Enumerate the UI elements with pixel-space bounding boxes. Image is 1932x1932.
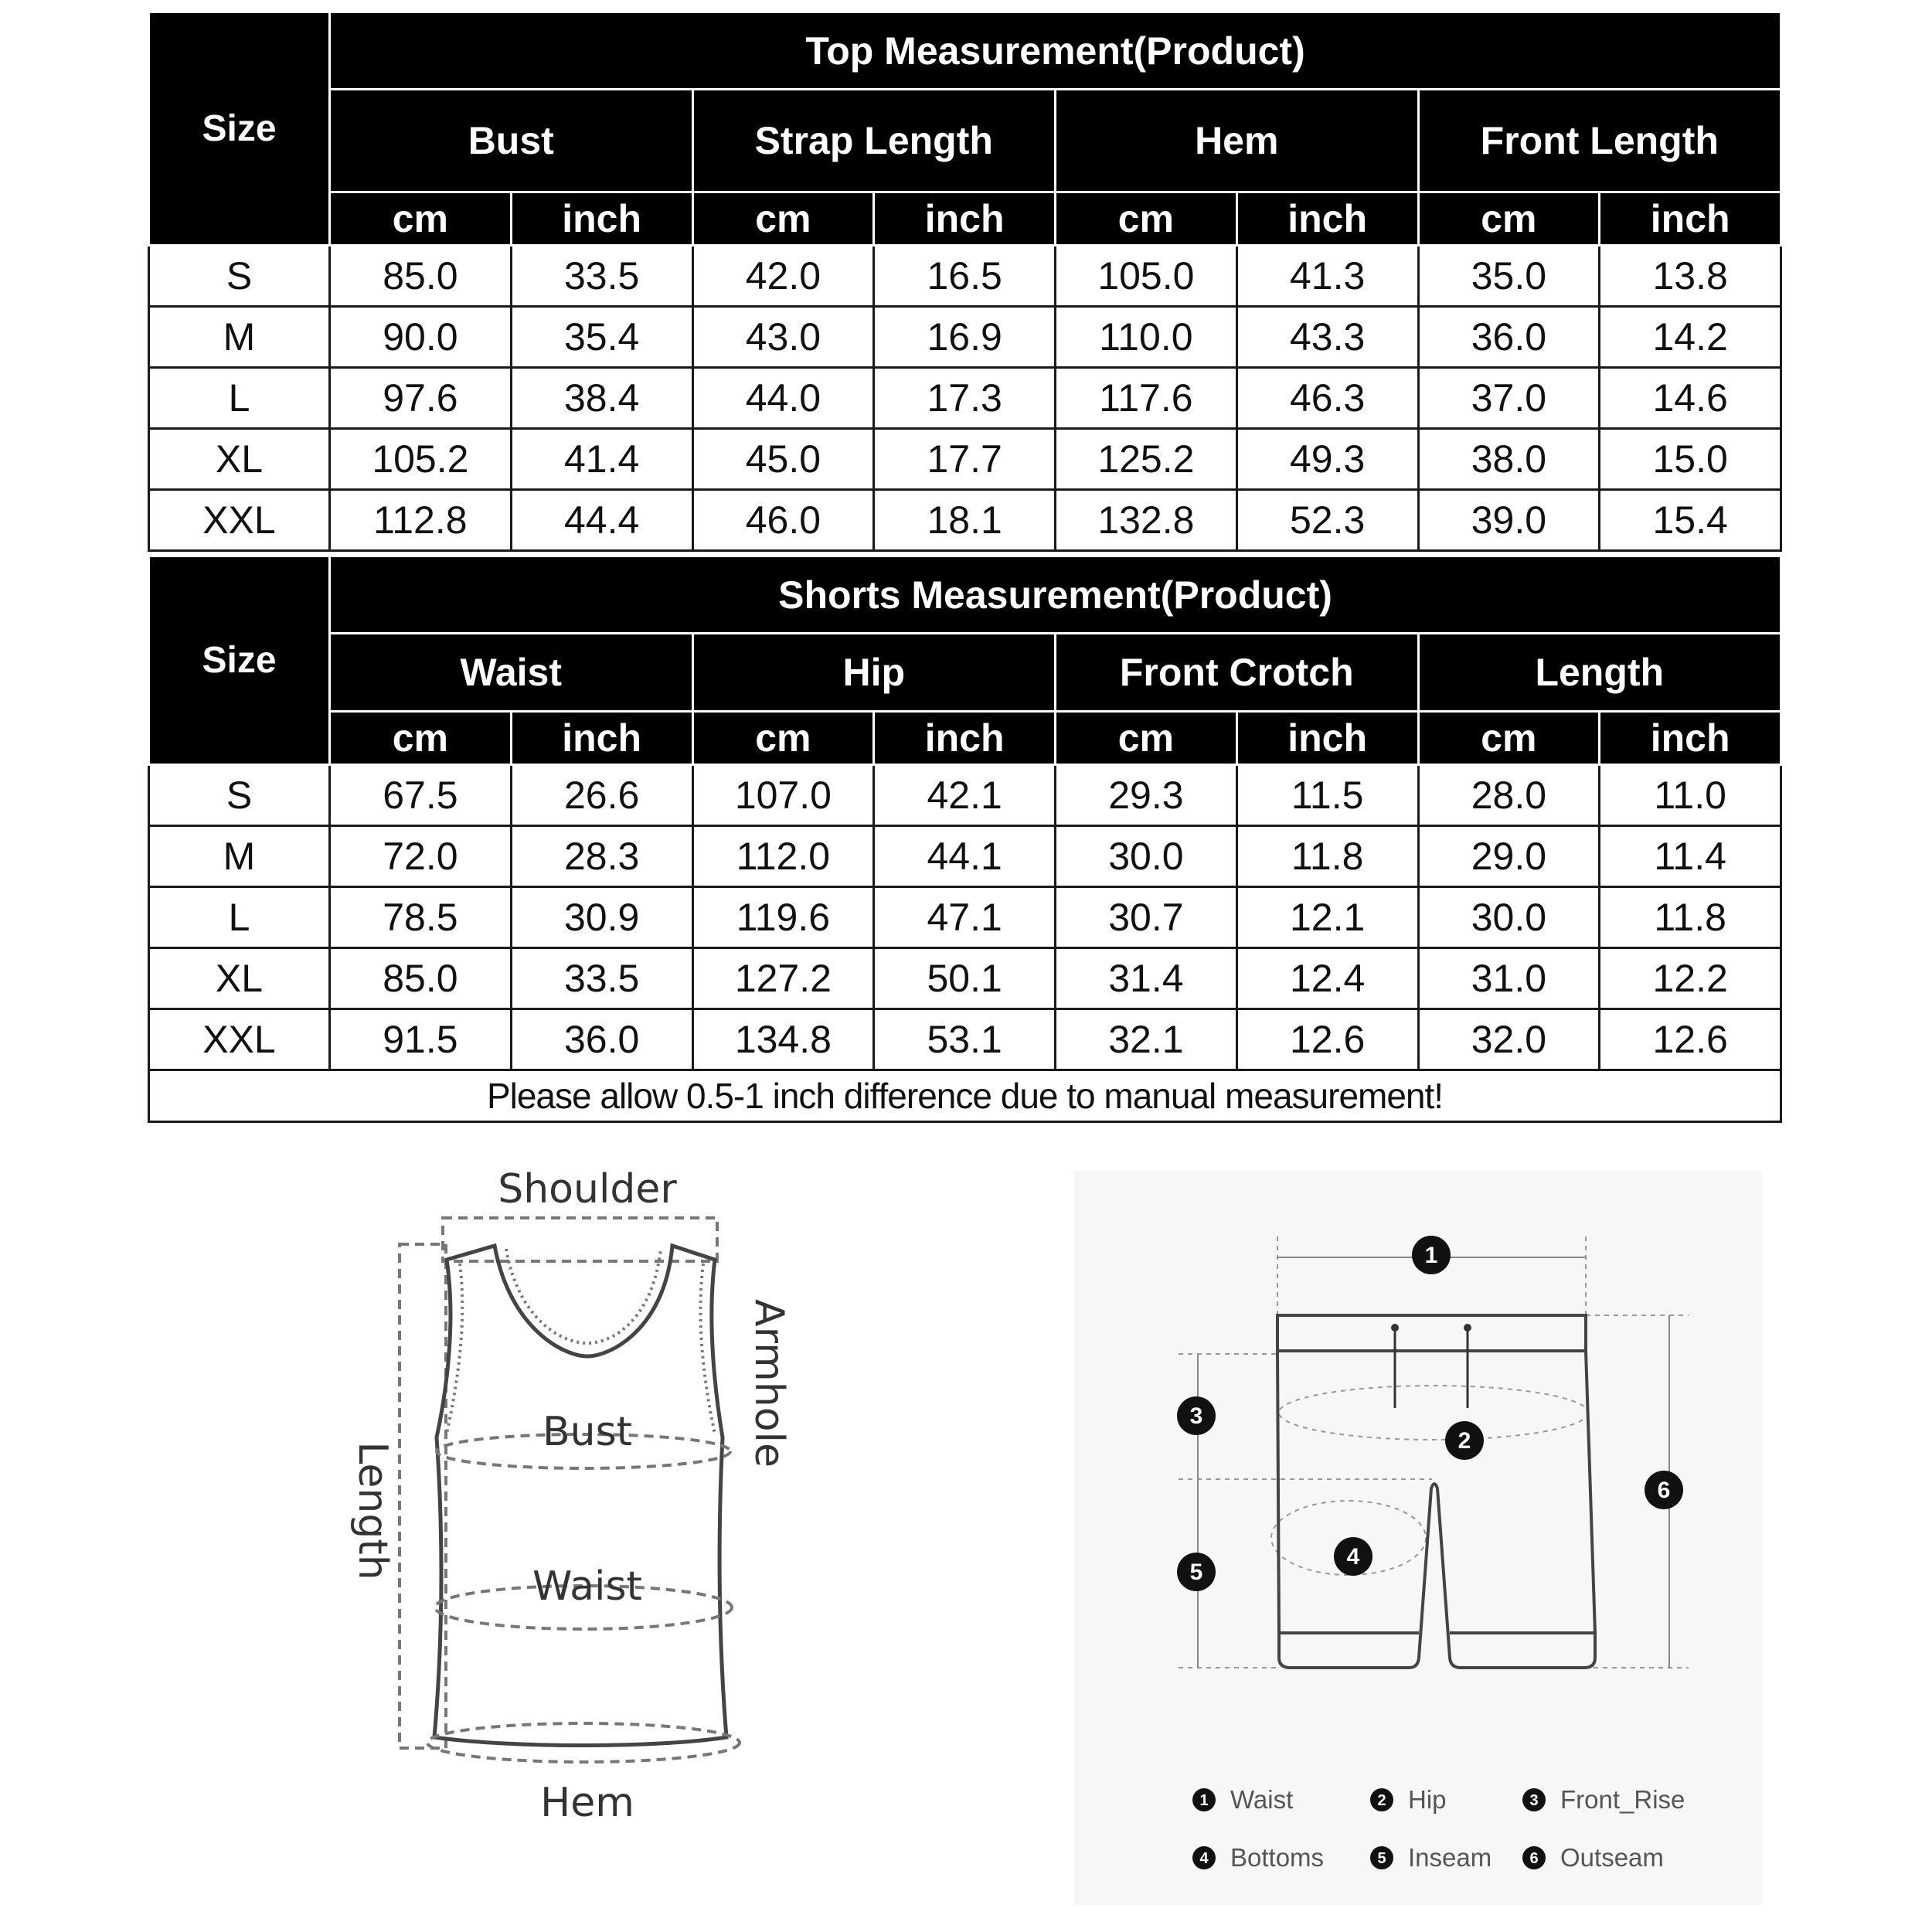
svg-text:5: 5 [1377,1850,1386,1867]
svg-text:1: 1 [1199,1792,1209,1809]
group-header: Length [1418,634,1781,712]
table-row [149,948,1781,1009]
value-cell: 26.6 [511,765,692,826]
value-cell: 38.0 [1418,429,1600,490]
svg-text:6: 6 [1529,1850,1539,1867]
value-cell: 46.0 [692,490,874,551]
value-cell: 43.3 [1236,307,1418,368]
value-cell: 105.2 [330,429,512,490]
value-cell: 32.1 [1056,1009,1237,1070]
shorts-measurement-table [148,555,1782,1123]
value-cell: 30.9 [511,887,692,948]
value-cell: 112.0 [692,826,874,887]
value-cell: 78.5 [330,887,512,948]
value-cell: 39.0 [1418,490,1600,551]
value-cell: 12.4 [1236,948,1418,1009]
shorts-outline [1277,1315,1595,1668]
svg-text:6: 6 [1657,1478,1671,1503]
length-label: Length [349,1441,396,1580]
value-cell: 110.0 [1056,307,1237,368]
legend-item [1370,1785,1447,1814]
group-header: Waist [330,634,693,712]
table-row [149,246,1781,307]
value-cell: 41.3 [1236,246,1418,307]
unit-header: cm [330,192,512,246]
unit-header: inch [1236,712,1418,765]
value-cell: 11.8 [1600,887,1781,948]
table-row [149,307,1781,368]
value-cell: 52.3 [1236,490,1418,551]
value-cell: 97.6 [330,368,512,429]
group-header: Front Crotch [1056,634,1419,712]
size-cell: M [149,826,330,887]
svg-text:3: 3 [1529,1792,1539,1809]
value-cell: 16.5 [874,246,1056,307]
value-cell: 49.3 [1236,429,1418,490]
value-cell: 11.5 [1236,765,1418,826]
tank-top-outline [434,1246,726,1746]
svg-text:1: 1 [1424,1243,1438,1268]
svg-text:2: 2 [1458,1428,1471,1454]
value-cell: 17.3 [874,368,1056,429]
unit-header: inch [1600,192,1781,246]
group-header: Strap Length [692,90,1056,192]
table-row [149,490,1781,551]
value-cell: 14.2 [1600,307,1781,368]
unit-header: cm [1056,192,1237,246]
value-cell: 29.3 [1056,765,1237,826]
bust-label: Bust [542,1409,633,1455]
table-row [149,826,1781,887]
value-cell: 112.8 [330,490,512,551]
value-cell: 50.1 [874,948,1056,1009]
value-cell: 35.0 [1418,246,1600,307]
size-cell: L [149,887,330,948]
marker-2 [1445,1421,1484,1460]
unit-header: cm [1418,192,1600,246]
value-cell: 43.0 [692,307,874,368]
svg-text:3: 3 [1189,1403,1203,1429]
marker-3 [1177,1396,1216,1435]
table-title: Top Measurement(Product) [330,12,1781,90]
value-cell: 91.5 [330,1009,512,1070]
size-cell: XXL [149,490,330,551]
value-cell: 31.0 [1418,948,1600,1009]
value-cell: 30.0 [1056,826,1237,887]
value-cell: 38.4 [511,368,692,429]
size-header: Size [149,556,330,765]
value-cell: 132.8 [1056,490,1237,551]
svg-text:Front_Rise: Front_Rise [1560,1785,1685,1814]
svg-text:Bottoms: Bottoms [1230,1843,1325,1872]
group-header: Hem [1056,90,1419,192]
value-cell: 12.6 [1600,1009,1781,1070]
table-row [149,429,1781,490]
value-cell: 47.1 [874,887,1056,948]
value-cell: 28.3 [511,826,692,887]
value-cell: 134.8 [692,1009,874,1070]
unit-header: cm [1056,712,1237,765]
size-cell: XXL [149,1009,330,1070]
value-cell: 105.0 [1056,246,1237,307]
value-cell: 33.5 [511,246,692,307]
value-cell: 31.4 [1056,948,1237,1009]
table-row [149,1009,1781,1070]
top-measurement-table [148,11,1782,552]
value-cell: 67.5 [330,765,512,826]
group-header: Hip [692,634,1056,712]
size-cell: S [149,765,330,826]
size-header: Size [149,12,330,246]
value-cell: 42.1 [874,765,1056,826]
shorts-legend [1192,1785,1685,1872]
value-cell: 16.9 [874,307,1056,368]
value-cell: 85.0 [330,948,512,1009]
unit-header: cm [692,712,874,765]
value-cell: 36.0 [511,1009,692,1070]
unit-header: inch [874,712,1056,765]
value-cell: 46.3 [1236,368,1418,429]
value-cell: 12.6 [1236,1009,1418,1070]
value-cell: 18.1 [874,490,1056,551]
drawstrings [1395,1328,1468,1408]
size-cell: XL [149,429,330,490]
value-cell: 11.0 [1600,765,1781,826]
hem-label: Hem [540,1780,634,1826]
value-cell: 107.0 [692,765,874,826]
value-cell: 37.0 [1418,368,1600,429]
value-cell: 117.6 [1056,368,1237,429]
size-cell: XL [149,948,330,1009]
value-cell: 29.0 [1418,826,1600,887]
value-cell: 36.0 [1418,307,1600,368]
value-cell: 14.6 [1600,368,1781,429]
marker-1 [1412,1236,1451,1274]
size-cell: L [149,368,330,429]
value-cell: 15.0 [1600,429,1781,490]
value-cell: 42.0 [692,246,874,307]
legend-item [1370,1843,1492,1872]
table-row [149,368,1781,429]
svg-text:5: 5 [1189,1560,1203,1585]
unit-header: inch [511,712,692,765]
legend-item [1522,1843,1664,1872]
value-cell: 45.0 [692,429,874,490]
legend-item [1192,1843,1324,1872]
value-cell: 11.8 [1236,826,1418,887]
shorts-diagram [1074,1171,1762,1905]
value-cell: 85.0 [330,246,512,307]
svg-text:4: 4 [1346,1544,1360,1570]
table-row [149,887,1781,948]
measurement-note: Please allow 0.5-1 inch difference due to manual measurement! [149,1070,1781,1122]
value-cell: 13.8 [1600,246,1781,307]
table-row [149,765,1781,826]
value-cell: 17.7 [874,429,1056,490]
group-header: Front Length [1418,90,1781,192]
waist-label: Waist [532,1563,642,1610]
unit-header: cm [330,712,512,765]
value-cell: 12.1 [1236,887,1418,948]
svg-text:Hip: Hip [1408,1785,1447,1814]
shoulder-guide [443,1218,717,1261]
svg-text:2: 2 [1377,1792,1386,1809]
value-cell: 125.2 [1056,429,1237,490]
value-cell: 15.4 [1600,490,1781,551]
table-title: Shorts Measurement(Product) [330,556,1781,634]
size-cell: M [149,307,330,368]
armhole-label: Armhole [746,1299,792,1468]
value-cell: 32.0 [1418,1009,1600,1070]
value-cell: 12.2 [1600,948,1781,1009]
value-cell: 28.0 [1418,765,1600,826]
svg-text:4: 4 [1199,1850,1209,1867]
svg-text:Inseam: Inseam [1408,1843,1492,1872]
value-cell: 72.0 [330,826,512,887]
value-cell: 53.1 [874,1009,1056,1070]
marker-4 [1334,1537,1372,1576]
unit-header: inch [874,192,1056,246]
unit-header: cm [692,192,874,246]
value-cell: 41.4 [511,429,692,490]
value-cell: 119.6 [692,887,874,948]
shoulder-label: Shoulder [498,1166,677,1213]
value-cell: 30.7 [1056,887,1237,948]
value-cell: 127.2 [692,948,874,1009]
tank-top-diagram [0,1144,966,1839]
unit-header: inch [511,192,692,246]
legend-item [1522,1785,1685,1814]
value-cell: 44.0 [692,368,874,429]
value-cell: 30.0 [1418,887,1600,948]
value-cell: 33.5 [511,948,692,1009]
unit-header: inch [1236,192,1418,246]
unit-header: inch [1600,712,1781,765]
svg-text:Waist: Waist [1230,1785,1294,1814]
value-cell: 35.4 [511,307,692,368]
marker-5 [1177,1553,1216,1591]
value-cell: 11.4 [1600,826,1781,887]
unit-header: cm [1418,712,1600,765]
value-cell: 90.0 [330,307,512,368]
legend-item [1192,1785,1293,1814]
size-cell: S [149,246,330,307]
svg-text:Outseam: Outseam [1560,1843,1664,1872]
group-header: Bust [330,90,693,192]
value-cell: 44.1 [874,826,1056,887]
marker-6 [1645,1471,1683,1509]
value-cell: 44.4 [511,490,692,551]
